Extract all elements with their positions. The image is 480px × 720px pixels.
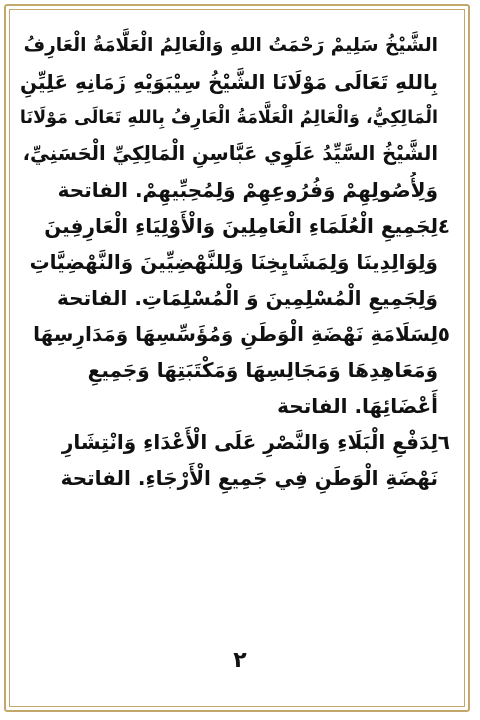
item-number: ٤ [437,214,450,238]
item-6 [20,424,450,496]
item-number: ٥ [437,322,450,346]
text-line: وَلِوَالِدِينَا وَلِمَشَايِخِنَا وَلِلنَّهْضِيِّينَ وَالنَّهْضِيَّاتِ [29,250,438,274]
text-line: وَلِجَمِيعِ الْمُسْلِمِينَ وَ الْمُسْلِمَاتِ. الفاتحة [57,286,438,310]
item-5 [20,316,450,424]
item-4 [20,208,450,316]
page-number: ٢ [233,648,247,673]
text-line: وَلِأُصُولِهِمْ وَفُرُوعِهِمْ وَلِمُحِبِّيهِمْ. الفاتحة [57,178,438,202]
text-line: نَهْضَةِ الْوَطَنِ فِي جَمِيعِ الْأَرْجَاءِ. الفاتحة [60,466,438,490]
item-number: ٦ [437,430,450,454]
text-line: وَمَعَاهِدِهَا وَمَجَالِسِهَا وَمَكْتَبَتِهَا وَجَمِيعِ [87,358,438,382]
text-line: الْمَالِكِيُّ، وَالْعَالِمُ الْعَلَّامَةُ الْعَارِفُ بِاللهِ تَعَالَى مَوْلَانَا [20,108,438,128]
page-content [20,28,450,496]
text-line: أَعْضَائِهَا. الفاتحة [277,394,438,418]
paragraph-1 [20,28,438,208]
text-line: لِسَلَامَةِ نَهْضَةِ الْوَطَنِ وَمُؤَسِّسِهَا وَمَدَارِسِهَا [33,322,438,346]
text-line: لِجَمِيعِ الْعُلَمَاءِ الْعَامِلِينَ وَالْأَوْلِيَاءِ الْعَارِفِينَ [44,214,438,238]
text-line: لِدَفْعِ الْبَلَاءِ وَالنَّصْرِ عَلَى الْأَعْدَاءِ وَانْتِشَارِ [61,430,438,454]
text-line: الشَّيْخُ السَّيِّدُ عَلَوِي عَبَّاسِنِ الْمَالِكِيِّ الْحَسَنِيِّ، [22,142,438,165]
text-line: بِاللهِ تَعَالَى مَوْلَانَا الشَّيْخُ سِيْبَوَيْهِ زَمَانِهِ عَلِيِّنِ [20,70,438,94]
text-line: الشَّيْخُ سَلِيمْ رَحْمَتُ اللهِ وَالْعَالِمُ الْعَلَّامَةُ الْعَارِفُ [23,35,438,56]
